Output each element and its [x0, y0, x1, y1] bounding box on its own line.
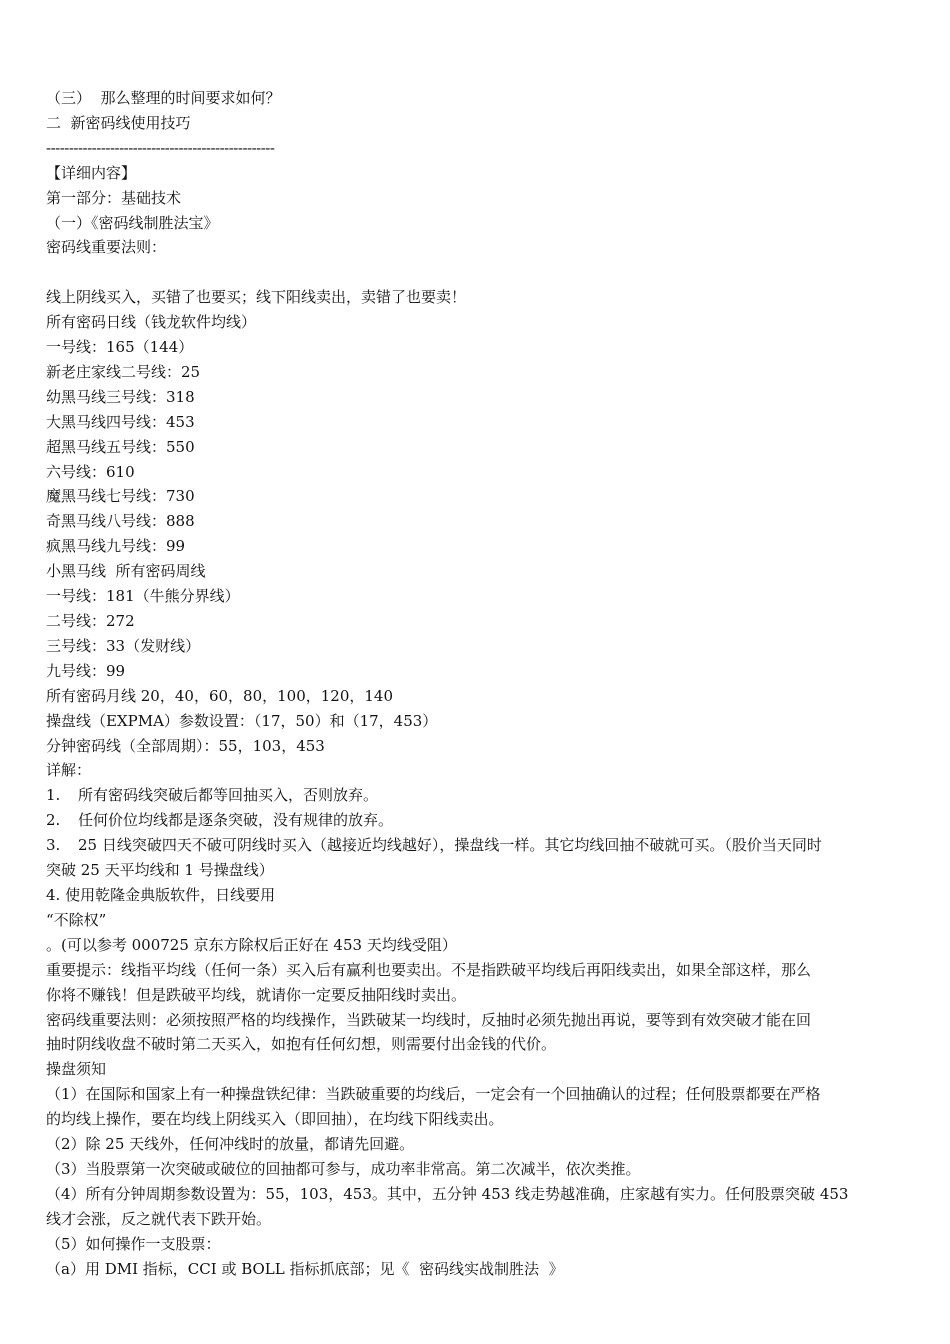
text-line: 密码线重要法则：必须按照严格的均线操作，当跌破某一均线时，反抽时必须先抛出再说，要等到有效突破才能在回	[46, 1010, 812, 1029]
text-line: 突破 25 天平均线和 1 号操盘线）	[46, 861, 274, 880]
text-line: 新老庄家线二号线：25	[46, 362, 201, 381]
list-text: 所有密码线突破后都等回抽买入，否则放弃。	[78, 786, 379, 805]
text-line: 疯黑马线九号线：99	[46, 537, 186, 556]
list-item	[46, 783, 906, 808]
list-number: 2.	[46, 811, 61, 830]
text-line: 六号线：610	[46, 462, 135, 481]
text-line: 一号线：181（牛熊分界线）	[46, 587, 240, 606]
subsection-heading: （一）《密码线制胜法宝》	[46, 213, 219, 232]
text-line: 大黑马线四号线：453	[46, 412, 195, 431]
section-heading: 二 新密码线使用技巧	[46, 113, 191, 132]
text-line: 九号线：99	[46, 661, 126, 680]
text-line: （1）在国际和国家上有一种操盘铁纪律：当跌破重要的均线后，一定会有一个回抽确认的过程；任何股票都要在严格	[46, 1085, 821, 1104]
text-line: 超黑马线五号线：550	[46, 437, 195, 456]
text-line: 所有密码月线 20，40，60，80，100，120，140	[46, 686, 394, 705]
text-line: 小黑马线 所有密码周线	[46, 562, 206, 581]
text-line: （4）所有分钟周期参数设置为：55，103，453。其中，五分钟 453 线走势越准确，庄家越有实力。任何股票突破 453	[46, 1184, 849, 1203]
text-line: （3）当股票第一次突破或破位的回抽都可参与，成功率非常高。第二次减半，依次类推。	[46, 1159, 641, 1178]
text-line: 线才会涨，反之就代表下跌开始。	[46, 1209, 272, 1228]
text-line: 分钟密码线（全部周期）：55，103，453	[46, 736, 325, 755]
text-line: （三） 那么整理的时间要求如何？	[46, 89, 281, 107]
list-text: 任何价位均线都是逐条突破，没有规律的放弃。	[78, 811, 394, 830]
text-line: 。(可以参考 000725 京东方除权后正好在 453 天均线受阻）	[46, 935, 457, 954]
text-line: 的均线上操作，要在均线上阴线买入（即回抽），在均线下阳线卖出。	[46, 1110, 504, 1129]
text-line: 线上阴线买入，买错了也要买；线下阳线卖出，卖错了也要卖！	[46, 288, 467, 307]
text-line: 详解：	[46, 761, 92, 780]
text-line: 奇黑马线八号线：888	[46, 512, 195, 531]
text-line: （a）用 DMI 指标，CCI 或 BOLL 指标抓底部；见《 密码线实战制胜法 》	[46, 1259, 564, 1278]
detail-heading: 【详细内容】	[46, 163, 137, 182]
text-line: 三号线：33（发财线）	[46, 636, 201, 655]
list-item	[46, 833, 906, 858]
text-line: 操盘线（EXPMA）参数设置：（17，50）和（17，453）	[46, 711, 438, 730]
text-line: 所有密码日线（钱龙软件均线）	[46, 313, 257, 332]
document-body	[46, 86, 906, 1281]
part-heading: 第一部分：基础技术	[46, 188, 182, 207]
list-number: 3.	[46, 836, 61, 855]
blank-line	[46, 260, 906, 285]
list-item	[46, 808, 906, 833]
text-line: 4. 使用乾隆金典版软件，日线要用	[46, 885, 276, 904]
text-line: “不除权”	[46, 910, 107, 929]
text-line: 密码线重要法则：	[46, 238, 167, 257]
text-line: 操盘须知	[46, 1060, 107, 1079]
text-line: 重要提示：线指平均线（任何一条）买入后有赢利也要卖出。不是指跌破平均线后再阳线卖出，如果全部这样，那么	[46, 960, 812, 979]
text-line: 二号线：272	[46, 612, 135, 631]
list-text: 25 日线突破四天不破可阴线时买入（越接近均线越好），操盘线一样。其它均线回抽不破就可买。（股价当天同时	[78, 836, 822, 855]
text-line: 一号线：165（144）	[46, 338, 194, 357]
text-line: 魔黑马线七号线：730	[46, 487, 195, 506]
text-line: （2）除 25 天线外，任何冲线时的放量，都请先回避。	[46, 1135, 415, 1154]
dashed-divider: --------------------------------------------------	[46, 138, 275, 157]
list-number: 1.	[46, 786, 61, 805]
text-line: 你将不赚钱！但是跌破平均线，就请你一定要反抽阳线时卖出。	[46, 985, 467, 1004]
text-line: 幼黑马线三号线：318	[46, 387, 195, 406]
text-line: 抽时阴线收盘不破时第二天买入，如抱有任何幻想，则需要付出金钱的代价。	[46, 1035, 557, 1054]
text-line: （5）如何操作一支股票：	[46, 1234, 221, 1253]
